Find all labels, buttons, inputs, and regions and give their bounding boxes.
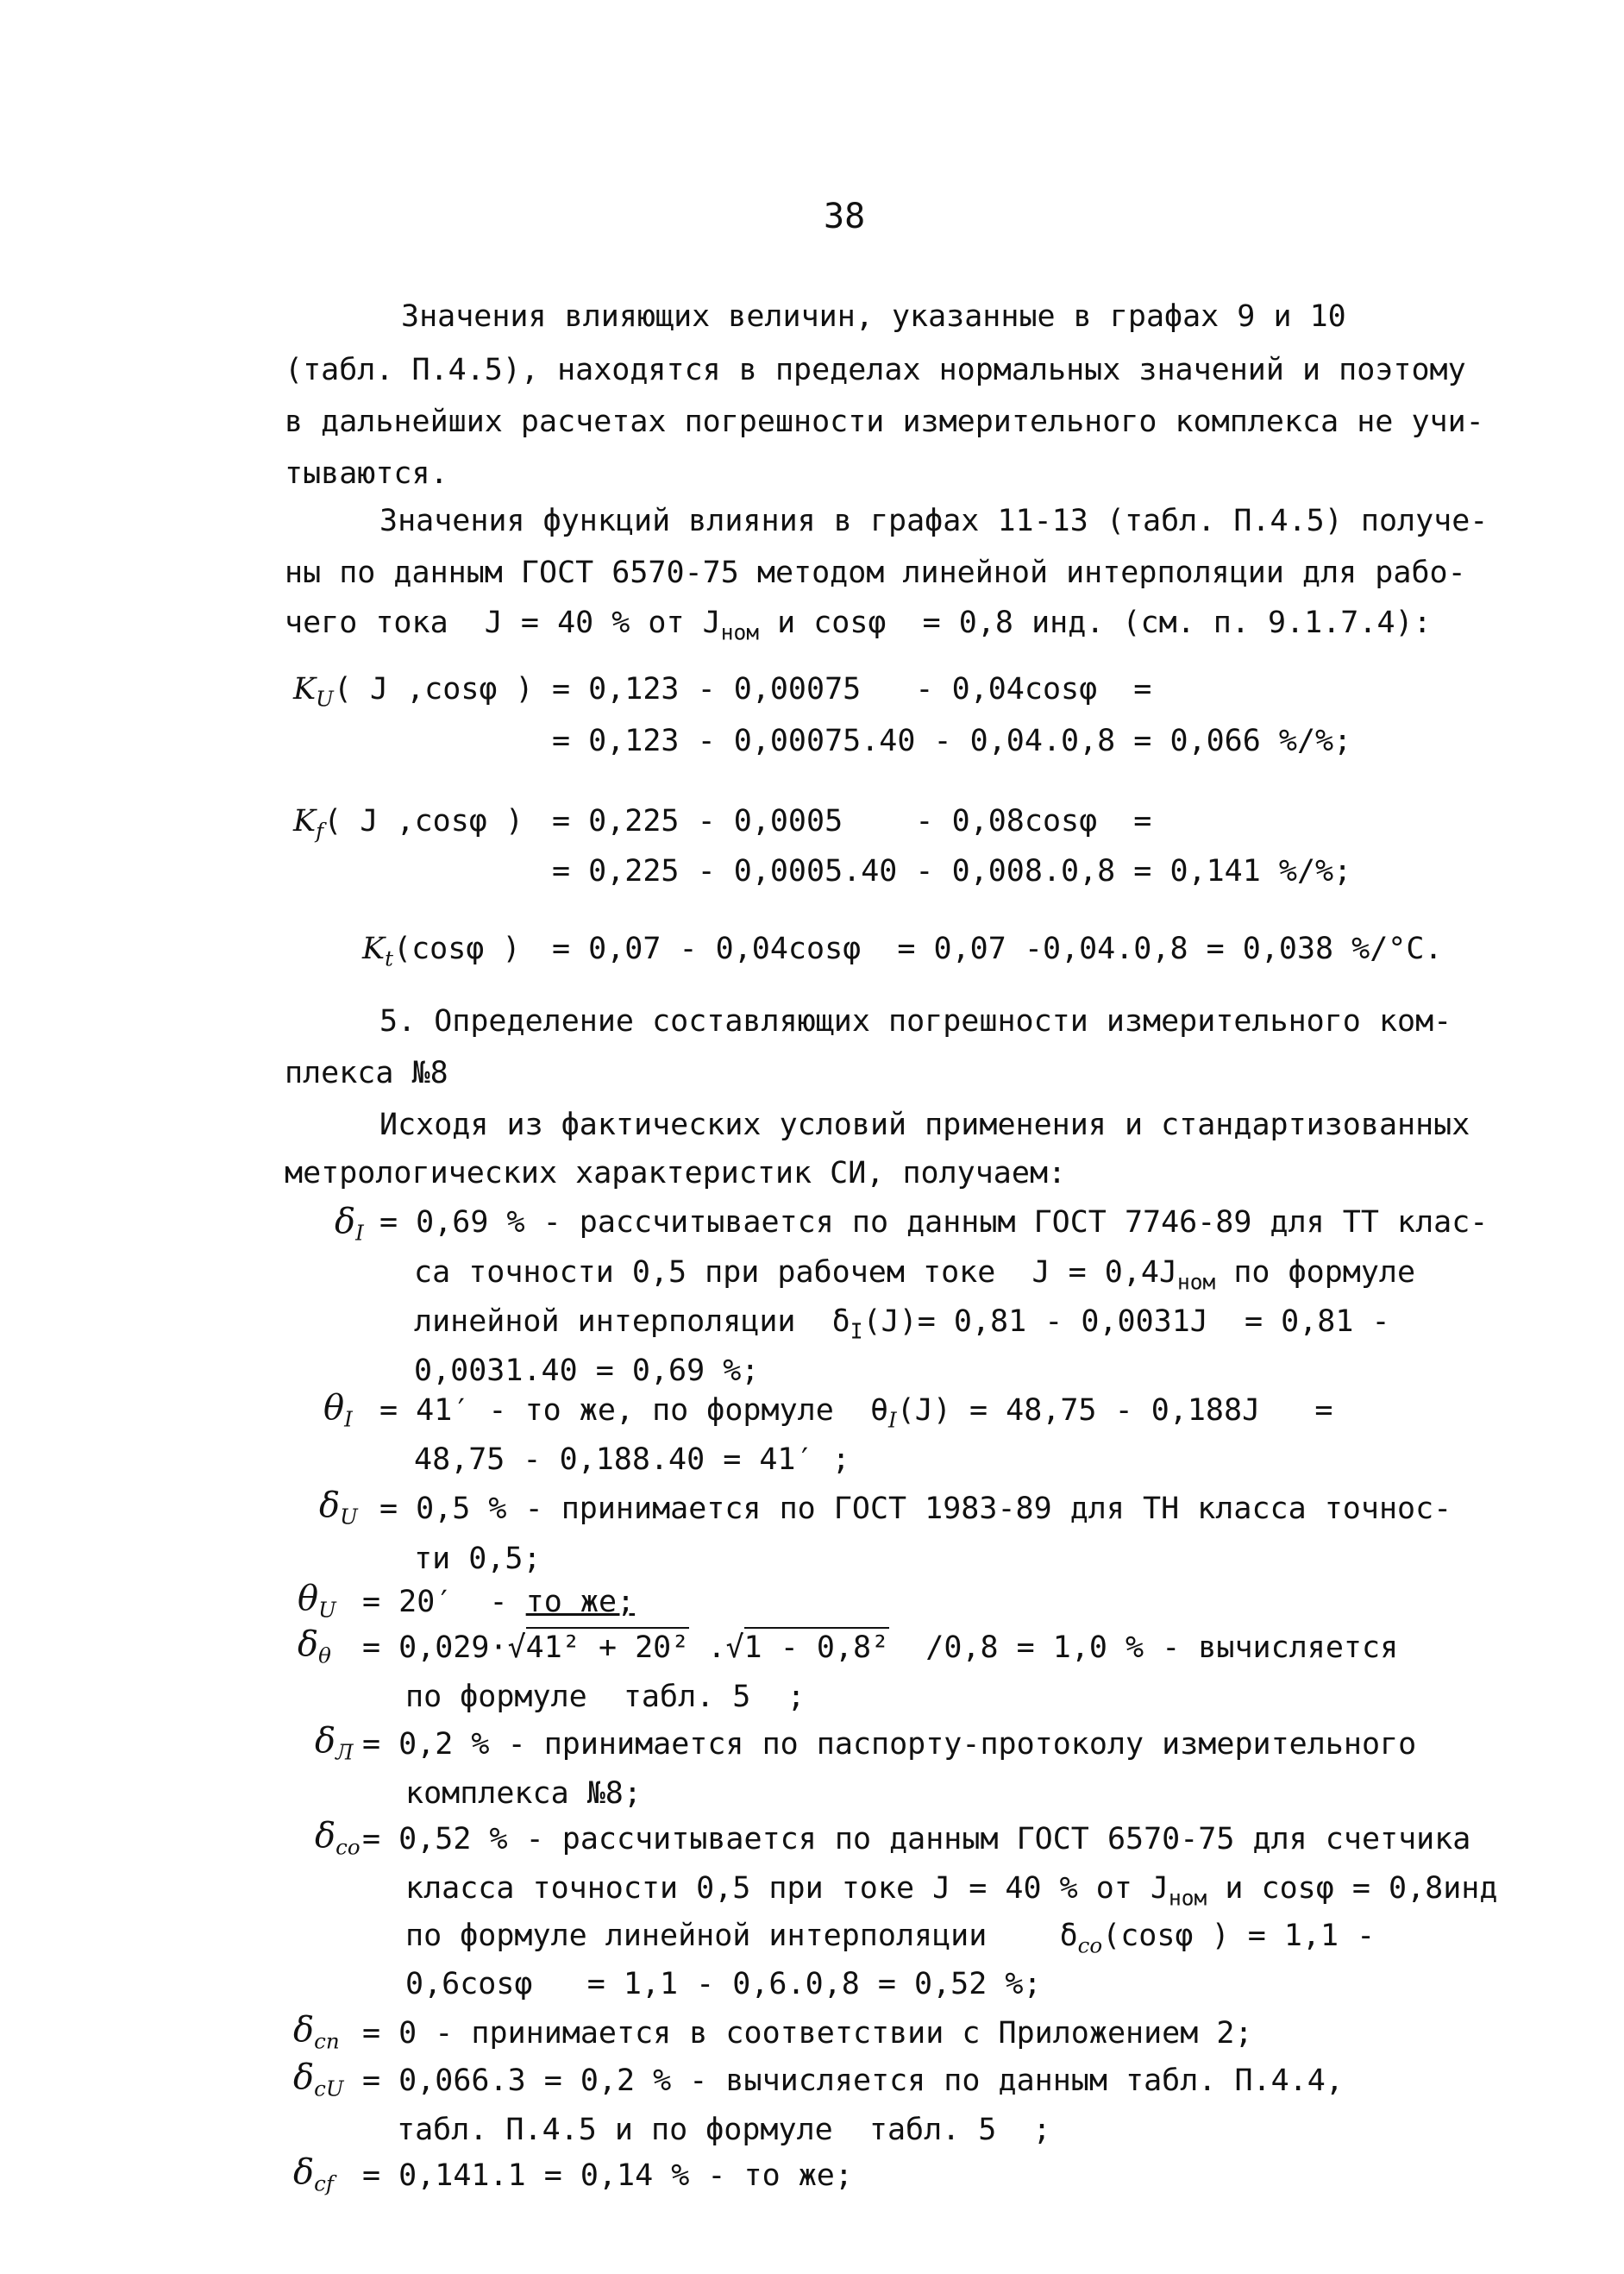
intro-line-1: Исходя из фактических условий применения и стандартизованных [379,1108,1470,1142]
para1-line-2: (табл. П.4.5), находятся в пределах нормальных значений и поэтому [285,353,1466,387]
delta-l-symbol: $\delta_Л$ [315,1721,354,1765]
delta-cp-symbol: $\delta_{сп}$ [293,2010,340,2054]
delta-co-line-1: = 0,52 % - рассчитывается по данным ГОСТ 6570-75 для счетчика [362,1822,1471,1856]
delta-co-symbol: $\delta_{со}$ [315,1816,361,1860]
delta-cu-line-1: = 0,066.3 = 0,2 % - вычисляется по данным табл. П.4.4, [362,2064,1344,2098]
theta-u-symbol: $\theta_U$ [298,1579,336,1623]
para2-line-2: ны по данным ГОСТ 6570-75 методом линейной интерполяции для рабо- [285,556,1466,590]
kf-formula-line-2: = 0,225 - 0,0005.40 - 0,008.0,8 = 0,141 %/%; [552,854,1352,889]
ku-formula-lhs: $K_U$( J ,cosφ ) [293,672,534,712]
section5-heading-line-2: плекса №8 [285,1056,448,1090]
delta-cp-line: = 0 - принимается в соответствии с Приложением 2; [362,2016,1253,2051]
delta-theta-line-2: по формуле табл. 5 ; [405,1680,806,1714]
theta-i-line-2: 48,75 - 0,188.40 = 41′ ; [414,1442,850,1477]
delta-theta-line-1: = 0,029·√41² + 20² .√1 - 0,8² /0,8 = 1,0 % - вычисляется [362,1633,1398,1663]
delta-cf-symbol: $\delta_{сf}$ [293,2152,334,2196]
intro-line-2: метрологических характеристик СИ, получаем: [285,1156,1067,1190]
delta-cf-line: = 0,141.1 = 0,14 % - то же; [362,2158,853,2193]
delta-theta-symbol: $\delta_\theta$ [298,1624,331,1668]
para1-line-4: тываются. [285,456,448,491]
theta-u-line: = 20′ - то же; [362,1585,636,1619]
section5-heading-line-1: 5. Определение составляющих погрешности измерительного ком- [379,1004,1452,1039]
para2-line-1: Значения функций влияния в графах 11-13 (табл. П.4.5) получе- [379,504,1489,538]
para1-line-3: в дальнейших расчетах погрешности измерительного комплекса не учи- [285,405,1484,439]
theta-i-line-1: = 41′ - то же, по формуле $\theta_I(J) = 48,75 - 0,188J$ = [379,1393,1333,1433]
page-number: 38 [824,197,866,236]
delta-i-line-1: = 0,69 % - рассчитывается по данным ГОСТ 7746-89 для ТТ клас- [379,1205,1489,1240]
sqrt-symbol-2: √ [725,1630,744,1665]
delta-l-line-2: комплекса №8; [405,1776,642,1811]
theta-i-symbol: $\theta_I$ [323,1388,353,1432]
delta-cu-symbol: $\delta_{сU}$ [293,2057,344,2101]
delta-u-symbol: $\delta_U$ [319,1486,358,1530]
ku-formula-line-1: = 0,123 - 0,00075 - 0,04cosφ = [552,672,1152,707]
delta-u-line-1: = 0,5 % - принимается по ГОСТ 1983-89 для ТН класса точнос- [379,1492,1452,1526]
delta-i-line-3: линейной интерполяции $\delta_I(J)= 0,81 - 0,0031J = 0,81$ - [414,1304,1390,1344]
delta-cu-line-2: табл. П.4.5 и по формуле табл. 5 ; [397,2113,1051,2147]
delta-co-line-2: класса точности 0,5 при токе J = 40 % от $J_{ном}$ и cosφ = 0,8инд [405,1871,1498,1911]
ku-formula-line-2: = 0,123 - 0,00075.40 - 0,04.0,8 = 0,066 %/%; [552,724,1352,758]
sqrt-symbol-1: √ [507,1630,526,1665]
radicand-2: 1 - 0,8² [744,1627,890,1665]
kf-formula-line-1: = 0,225 - 0,0005 - 0,08cosφ = [552,804,1152,839]
kf-formula-lhs: $K_f$( J ,cosφ ) [293,804,524,844]
delta-i-symbol: $\delta_I$ [335,1202,364,1246]
para1-line-1: Значения влияющих величин, указанные в графах 9 и 10 [401,299,1346,334]
kt-formula-line: = 0,07 - 0,04cosφ = 0,07 -0,04.0,8 = 0,038 %/°C. [552,932,1443,966]
delta-u-line-2: ти 0,5; [414,1542,542,1576]
delta-co-line-4: 0,6cosφ = 1,1 - 0,6.0,8 = 0,52 %; [405,1967,1042,2001]
para2-line-3: чего тока J = 40 % от $J_{ном}$ и cosφ = 0,8 инд. (см. п. 9.1.7.4): [285,606,1432,645]
delta-i-line-4: 0,0031.40 = 0,69 %; [414,1354,760,1388]
kt-formula-lhs: $K_t(\cos\varphi$ ) [362,932,521,971]
delta-co-line-3: по формуле линейной интерполяции $\delta_{со}(\cos\varphi$ ) = 1,1 - [405,1919,1376,1958]
delta-l-line-1: = 0,2 % - принимается по паспорту-протоколу измерительного [362,1727,1417,1762]
delta-i-line-2: са точности 0,5 при рабочем токе $J = 0,4J_{ном}$ по формуле [414,1255,1416,1295]
radicand-1: 41² + 20² [526,1627,690,1665]
